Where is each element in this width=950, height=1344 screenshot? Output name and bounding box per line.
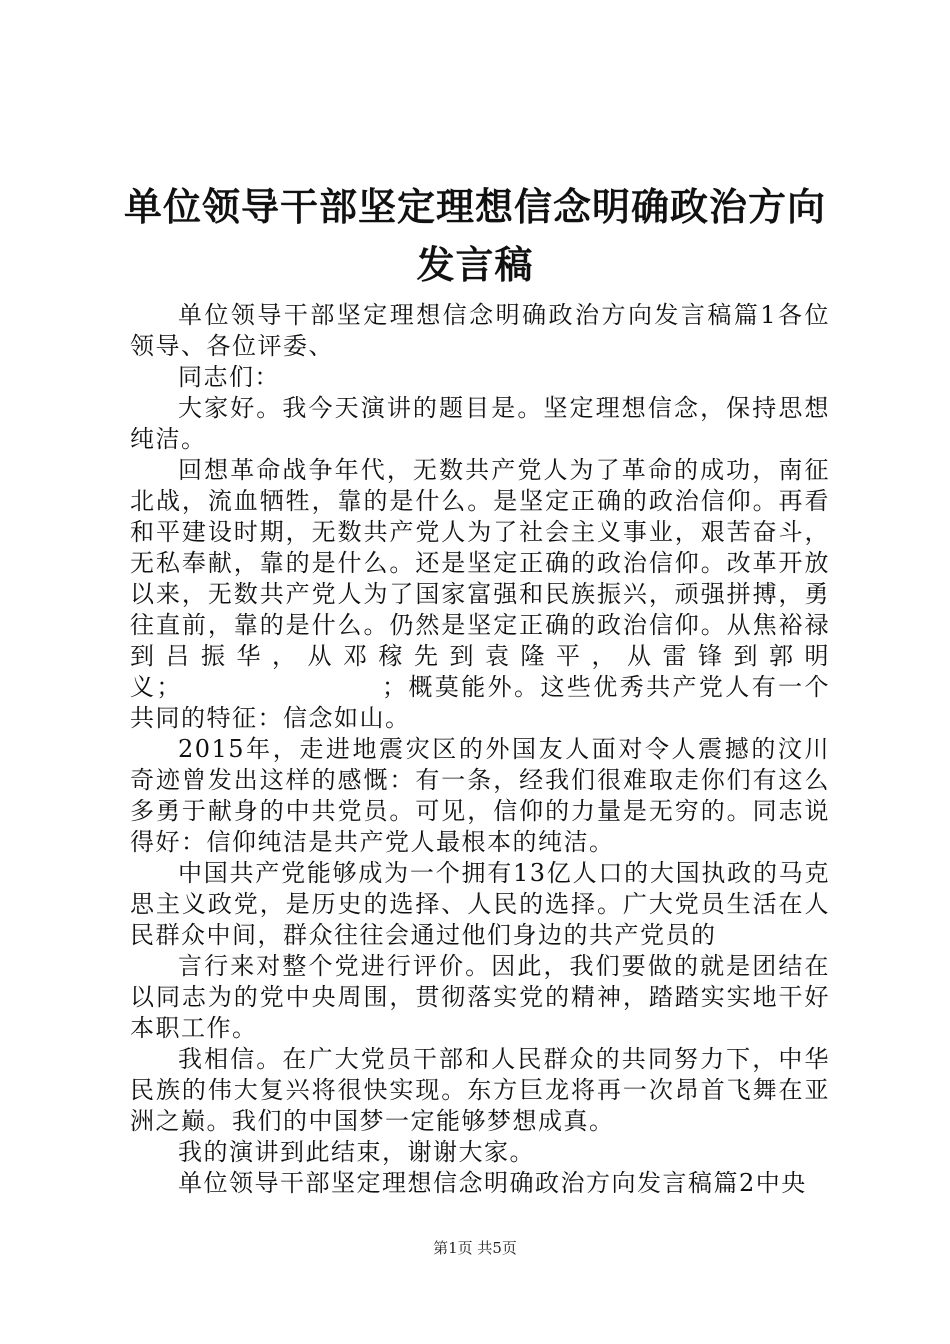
document-body [130, 300, 830, 1199]
paragraph: 同志们： [178, 363, 280, 391]
document-title: 单位领导干部坚定理想信念明确政治方向发言稿 [123, 184, 826, 287]
paragraph: 2015年，走进地震灾区的外国友人面对令人震撼的汶川奇迹曾发出这样的感慨：有一条，经我们很难取走你们有这么多勇于献身的中共党员。可见，信仰的力量是无穷的。同志说得好：信仰纯洁是共产党人最根本的纯洁。 [130, 735, 830, 856]
paragraph: 回想革命战争年代，无数共产党人为了革命的成功，南征北战，流血牺牲，靠的是什么。是坚定正确的政治信仰。再看和平建设时期，无数共产党人为了社会主义事业，艰苦奋斗，无私奉献，靠的是什么。还是坚定正确的政治信仰。改革开放以来，无数共产党人为了国家富强和民族振兴，顽强拼搏，勇往直前，靠的是什么。仍然是坚定正确的政治信仰。从焦裕禄到吕振华，从邓稼先到袁隆平，从雷锋到郭明义； ；概莫能外。这些优秀共产党人有一个共同的特征：信念如山。 [130, 456, 830, 732]
paragraph: 大家好。我今天演讲的题目是。坚定理想信念，保持思想纯洁。 [130, 394, 830, 453]
page-number-footer: 第1页 共5页 [433, 1239, 517, 1257]
paragraph: 单位领导干部坚定理想信念明确政治方向发言稿篇2中央 [178, 1169, 807, 1197]
paragraph: 我相信。在广大党员干部和人民群众的共同努力下，中华民族的伟大复兴将很快实现。东方巨龙将再一次昂首飞舞在亚洲之巅。我们的中国梦一定能够梦想成真。 [130, 1045, 830, 1135]
paragraph: 言行来对整个党进行评价。因此，我们要做的就是团结在以同志为的党中央周围，贯彻落实党的精神，踏踏实实地干好本职工作。 [130, 952, 830, 1042]
paragraph: 我的演讲到此结束，谢谢大家。 [178, 1138, 535, 1166]
paragraph: 单位领导干部坚定理想信念明确政治方向发言稿篇1各位领导、各位评委、 [130, 301, 830, 360]
paragraph: 中国共产党能够成为一个拥有13亿人口的大国执政的马克思主义政党，是历史的选择、人民的选择。广大党员生活在人民群众中间，群众往往会通过他们身边的共产党员的 [130, 859, 830, 949]
